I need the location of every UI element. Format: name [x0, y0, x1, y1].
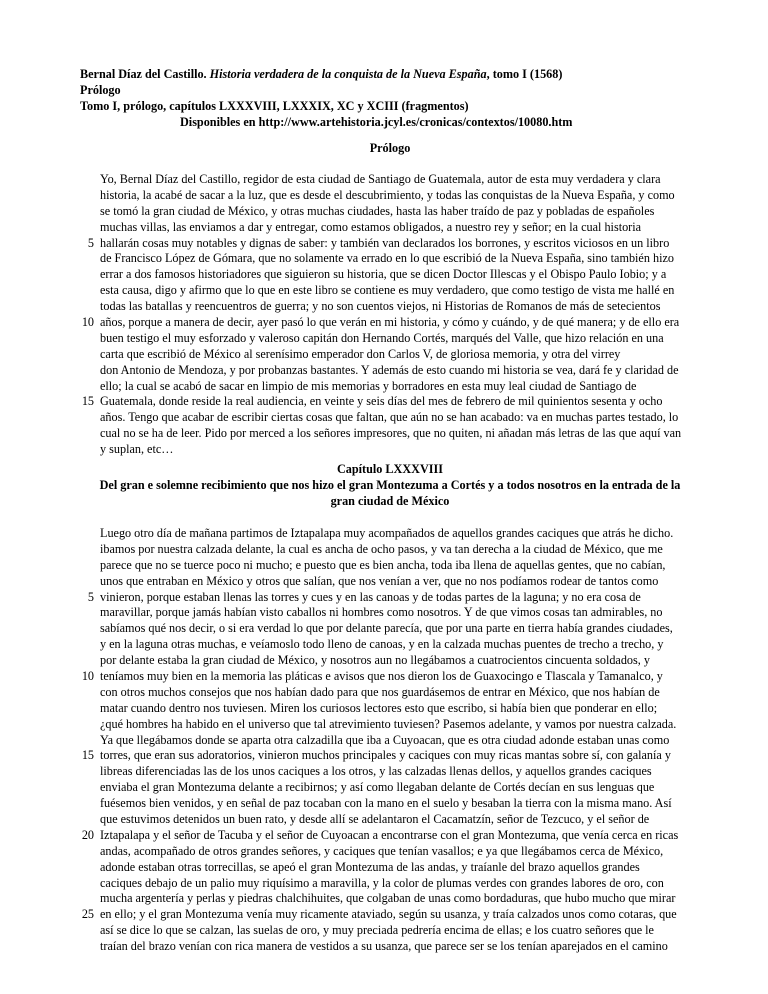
- header-work-volume: , tomo I (1568): [486, 67, 563, 81]
- prologo-line-text: Guatemala, donde reside la real audiencia, en veinte y seis días del mes de febrero de mil quinientos sesenta y ocho: [100, 394, 663, 409]
- prologo-line-text: ello; la cual se acabó de sacar en limpio de mis memorias y borradores en esta muy leal ciudad de Santiago de: [100, 378, 637, 393]
- prologo-line-text: cual no se ha de leer. Pido por merced a los señores impresores, que no quiten, ni añadan más letras de las que aquí van: [100, 426, 682, 441]
- chapter-line-text: ibamos por nuestra calzada delante, la cual es ancha de ocho pasos, y va tan derecha a la ciudad de México, que me: [100, 541, 663, 556]
- chapter-line: [100, 876, 710, 892]
- prologo-line: [100, 204, 710, 220]
- prologo-line: [100, 363, 710, 379]
- prologo-line-text: carta que escribió de México al serenísimo emperador don Carlos V, de gloriosa memoria, y otra del virrey: [100, 346, 621, 361]
- chapter-line-text: traían del brazo venían con rica manera de vestidos a su usanza, que parece ser se los tenían aparejados en el camino: [100, 939, 668, 954]
- chapter-line: [100, 844, 710, 860]
- prologo-line-text: hallarán cosas muy notables y dignas de saber: y también van declarados los borrones, y escritos viciosos en un libro: [100, 235, 670, 250]
- prologo-line: [81, 394, 710, 410]
- chapter-line-text: en ello; y el gran Montezuma venía muy ricamente ataviado, según su usanza, y traía calzados unos como cotaras, que: [100, 907, 677, 922]
- chapter-line-text: sabíamos qué nos decir, o si era verdad lo que por delante parecía, que por una parte en tierra había grandes ciudades,: [100, 621, 673, 636]
- chapter-line: [81, 748, 710, 764]
- header-line-2: Prólogo: [80, 83, 121, 97]
- chapter-line-text: mucha argentería y perlas y piedras chalchihuites, que colgaban de unas como bordaduras, que hubo mucho que mirar: [100, 891, 676, 906]
- prologo-line: [100, 283, 710, 299]
- chapter-line-text: que estuvimos detenidos un buen rato, y desde allí se adelantaron el Cacamatzín, señor de Tezcuco, y el señor de: [100, 812, 650, 827]
- prologo-line-text: de Francisco López de Gómara, que no solamente va errado en lo que escribió de la Nueva España, sino también hizo: [100, 251, 674, 266]
- prologo-line-text: Yo, Bernal Díaz del Castillo, regidor de esta ciudad de Santiago de Guatemala, autor de esta muy verdadera y clara: [100, 172, 661, 186]
- chapter-line-text: Ya que llegábamos donde se aparta otra calzadilla que iba a Cuyoacan, que es otra ciudad adonde estaban unas como: [100, 732, 670, 747]
- chapter-line-text: vinieron, porque estaban llenas las torres y cues y en las canoas y de todas partes de la laguna; y no era cosa de: [100, 589, 641, 604]
- chapter-line: [100, 796, 710, 812]
- line-number: 25: [81, 907, 94, 922]
- chapter-line: [100, 923, 710, 939]
- chapter-line: [100, 574, 710, 590]
- prologo-line-text: esta causa, digo y afirmo que lo que en este libro se contiene es muy verdadero, que como testigo de vista me hallé en: [100, 283, 675, 298]
- line-number: 20: [81, 827, 94, 842]
- chapter-line: [100, 653, 710, 669]
- prologo-paragraph: [81, 172, 710, 458]
- chapter-line-text: fuésemos bien venidos, y en señal de paz tocaban con la mano en el suelo y besaban la tierra con la misma mano. Así: [100, 796, 672, 811]
- line-number: 10: [81, 669, 94, 684]
- chapter-line-text: caciques debajo de un palio muy riquísimo a maravilla, y la color de plumas verdes con grandes labores de oro, con: [100, 875, 664, 890]
- chapter-title-line-1: Capítulo LXXXVIII: [337, 462, 443, 476]
- chapter-line: [100, 860, 710, 876]
- chapter-line: [81, 907, 710, 923]
- document-header: [80, 66, 700, 130]
- chapter-line: [100, 558, 710, 574]
- line-number: 5: [87, 589, 94, 604]
- chapter-line-text: teníamos muy bien en la memoria las pláticas e avisos que nos dieron los de Guaxocingo e Tlascala y Tamanalco, y: [100, 669, 663, 684]
- chapter-line: [100, 733, 710, 749]
- line-number: 5: [87, 235, 94, 250]
- chapter-line: [100, 685, 710, 701]
- prologo-line: [100, 331, 710, 347]
- prologo-title: Prólogo: [369, 141, 411, 155]
- chapter-line-text: torres, que eran sus adoratorios, vinieron muchos principales y caciques con muy ricas mantas sobre sí, con galanía y: [100, 748, 671, 763]
- chapter-line-text: por delante estaba la gran ciudad de México, y nosotros aun no llegábamos a cuatrocientos cincuenta soldados, y: [100, 653, 650, 668]
- chapter-line-text: Luego otro día de mañana partimos de Iztapalapa muy acompañados de aquellos grandes caciques que atrás he dicho.: [100, 526, 674, 540]
- prologo-line: [100, 172, 710, 188]
- chapter-line-text: Iztapalapa y el señor de Tacuba y el señor de Cuyoacan a encontrarse con el gran Montezuma, que venía cerca en ricas: [100, 827, 679, 842]
- chapter-line: [100, 637, 710, 653]
- chapter-line-text: parece que no se tuerce poco ni mucho; e puesto que es bien ancha, toda iba llena de aquellas gentes, que no cabían,: [100, 557, 666, 572]
- chapter-line-text: libreas diferenciadas las de los unos caciques a los otros, y las calzadas llenas dellos, y aquellos grandes caciques: [100, 764, 652, 779]
- header-line-3: Tomo I, prólogo, capítulos LXXXVIII, LXXXIX, XC y XCIII (fragmentos): [80, 99, 469, 113]
- prologo-line-text: muchas villas, las enviamos a dar y entregar, como estamos obligados, a nuestro rey y señor; en la cual historia: [100, 219, 642, 234]
- chapter-line-text: ¿qué hombres ha habido en el universo que tal atrevimiento tuviesen? Pasemos adelante, y vamos por nuestra calzada.: [100, 716, 677, 731]
- header-work-title: Historia verdadera de la conquista de la Nueva España: [209, 67, 487, 81]
- chapter-line: [81, 669, 710, 685]
- chapter-line: [81, 827, 710, 844]
- chapter-line-text: unos que entraban en México y otros que salían, que nos venían a ver, que no nos podíamos rodear de tantos como: [100, 573, 659, 588]
- prologo-line: [100, 251, 710, 267]
- prologo-line: [100, 379, 710, 395]
- chapter-line: [100, 542, 710, 558]
- chapter-line: [100, 891, 710, 907]
- prologo-line-text: y suplan, etc…: [100, 442, 174, 457]
- header-author: Bernal Díaz del Castillo.: [80, 67, 207, 81]
- prologo-line-text: don Antonio de Mendoza, y por probanzas bastantes. Y además de esto cuando mi historia se vea, dará fe y claridad de: [100, 362, 679, 377]
- chapter-line-text: enviaba el gran Montezuma delante a recibirnos; y así como llegaban delante de Cortés decían en sus lenguas que: [100, 780, 655, 795]
- header-line-1: [80, 66, 700, 82]
- prologo-line-text: años, porque a manera de decir, ayer pasó lo que verán en mi historia, y cómo y cuándo, y de qué manera; y de ello era: [100, 315, 680, 330]
- chapter-line: [87, 589, 710, 606]
- chapter-line: [100, 526, 710, 542]
- chapter-line: [100, 764, 710, 780]
- prologo-line: [100, 220, 710, 236]
- chapter-line-text: y en la laguna otras muchas, e veíamoslo todo lleno de canoas, y en la calzada muchas puentes de trecho a trecho, y: [100, 637, 664, 652]
- chapter-title-line-2: Del gran e solemne recibimiento que nos hizo el gran Montezuma a Cortés y a todos nosotros en la entrada de la: [99, 478, 681, 492]
- line-number: 15: [81, 748, 94, 763]
- prologo-line-text: todas las batallas y reencuentros de guerra; y no son cuentos viejos, ni Historias de Romanos de más de setecientos: [100, 299, 661, 314]
- prologo-line: [100, 347, 710, 363]
- prologo-line: [100, 299, 710, 315]
- chapter-title-line-3: gran ciudad de México: [330, 494, 450, 508]
- chapter-line-text: matar cuando dentro nos tuviesen. Miren los curiosos lectores esto que escribo, si había bien que ponderar en ello;: [100, 700, 658, 715]
- prologo-line: [100, 442, 710, 458]
- chapter-line: [100, 621, 710, 637]
- prologo-line-text: errar a dos famosos historiadores que siguieron su historia, que se dicen Doctor Illescas y el Obispo Paulo Iobio; y a: [100, 267, 667, 282]
- prologo-line: [87, 235, 710, 252]
- chapter-line-text: adonde estaban otras torrecillas, se apeó el gran Montezuma de las andas, y traíanle del brazo aquellos grandes: [100, 859, 640, 874]
- prologo-line: [100, 426, 710, 442]
- prologo-line: [100, 267, 710, 283]
- chapter-line-text: maravillar, porque jamás habían visto caballos ni hombres como nosotros. Y de que vimos cosas tan admirables, no: [100, 605, 663, 620]
- prologo-line: [81, 315, 710, 331]
- chapter-line: [100, 717, 710, 733]
- header-line-4: Disponibles en http://www.artehistoria.jcyl.es/cronicas/contextos/10080.htm: [180, 115, 573, 129]
- chapter-line-text: andas, acompañado de otros grandes señores, y caciques que tenían vasallos; e ya que llegábamos cerca de México,: [100, 843, 664, 858]
- prologo-line-text: buen testigo el muy esforzado y valeroso capitán don Hernando Cortés, marqués del Valle, que hizo relación en una: [100, 330, 664, 345]
- chapter-paragraph: [81, 526, 710, 955]
- chapter-line: [100, 939, 710, 955]
- line-number: 10: [81, 315, 94, 330]
- chapter-line: [100, 605, 710, 621]
- line-number: 15: [81, 394, 94, 409]
- chapter-line: [100, 701, 710, 717]
- chapter-line-text: así se dice lo que se calzan, las suelas de oro, y muy preciada pedrería encima de ellas; e los cuatro señores que le: [100, 923, 654, 938]
- prologo-line: [100, 188, 710, 204]
- chapter-line-text: con otros muchos consejos que nos habían dado para que nos guardásemos de entrar en México, que nos habían de: [100, 684, 660, 699]
- prologo-line: [100, 410, 710, 426]
- chapter-line: [100, 812, 710, 828]
- prologo-line-text: se tomó la gran ciudad de México, y otras muchas ciudades, hasta las haber traído de paz y pobladas de españoles: [100, 203, 655, 218]
- chapter-line: [100, 780, 710, 796]
- prologo-line-text: años. Tengo que acabar de escribir ciertas cosas que faltan, que aún no se han acabado: va en muchas partes testado, lo: [100, 410, 679, 425]
- chapter-heading: [80, 461, 700, 509]
- prologo-line-text: historia, la acabé de sacar a la luz, que es desde el descubrimiento, y todas las conquistas de la Nueva España, y como: [100, 187, 675, 202]
